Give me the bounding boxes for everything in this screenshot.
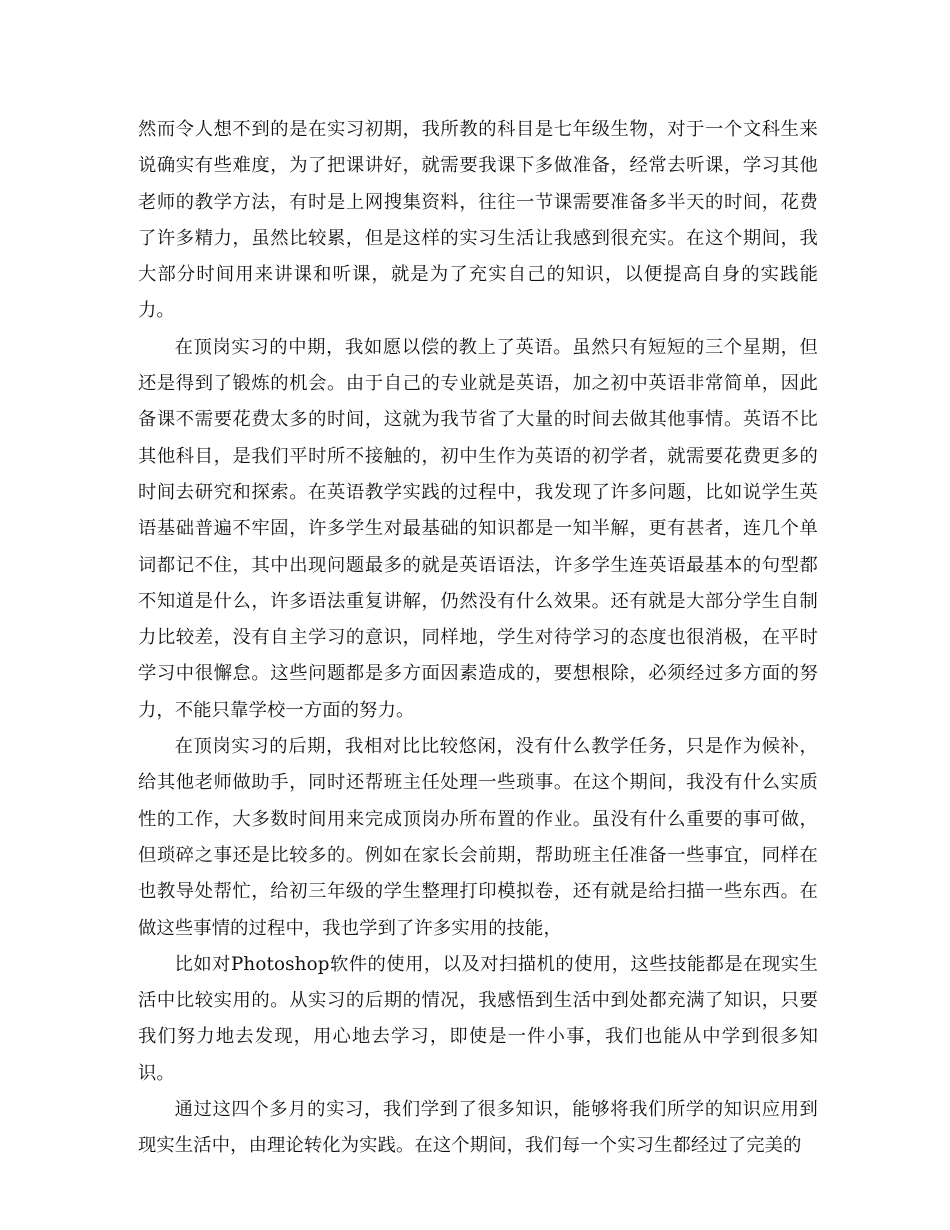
paragraph-1: 然而令人想不到的是在实习初期，我所教的科目是七年级生物，对于一个文科生来说确实有些难度，为了把课讲好，就需要我课下多做准备，经常去听课，学习其他老师的教学方法，有时是上网搜集资料，往往一节课需要准备多半天的时间，花费了许多精力，虽然比较累，但是这样的实习生活让我感到很充实。在这个期间，我大部分时间用来讲课和听课，就是为了充实自己的知识，以便提高自身的实践能力。 <box>138 119 818 322</box>
paragraph-4: 比如对Photoshop软件的使用，以及对扫描机的使用，这些技能都是在现实生活中比较实用的。从实习的后期的情况，我感悟到生活中到处都充满了知识，只要我们努力地去发现，用心地去学习，即使是一件小事，我们也能从中学到很多知识。 <box>138 953 818 1084</box>
paragraph-2: 在顶岗实习的中期，我如愿以偿的教上了英语。虽然只有短短的三个星期，但还是得到了锻炼的机会。由于自己的专业就是英语，加之初中英语非常简单，因此备课不需要花费太多的时间，这就为我节省了大量的时间去做其他事情。英语不比其他科目，是我们平时所不接触的，初中生作为英语的初学者，就需要花费更多的时间去研究和探索。在英语教学实践的过程中，我发现了许多问题，比如说学生英语基础普遍不牢固，许多学生对最基础的知识都是一知半解，更有甚者，连几个单词都记不住，其中出现问题最多的就是英语语法，许多学生连英语最基本的句型都不知道是什么，许多语法重复讲解，仍然没有什么效果。还有就是大部分学生自制力比较差，没有自主学习的意识，同样地，学生对待学习的态度也很消极，在平时学习中很懈怠。这些问题都是多方面因素造成的，要想根除，必须经过多方面的努力，不能只靠学校一方面的努力。 <box>138 336 818 721</box>
paragraph-3: 在顶岗实习的后期，我相对比比较悠闲，没有什么教学任务，只是作为候补，给其他老师做助手，同时还帮班主任处理一些琐事。在这个期间，我没有什么实质性的工作，大多数时间用来完成顶岗办所布置的作业。虽没有什么重要的事可做，但琐碎之事还是比较多的。例如在家长会前期，帮助班主任准备一些事宜，同样在也教导处帮忙，给初三年级的学生整理打印模拟卷，还有就是给扫描一些东西。在做这些事情的过程中，我也学到了许多实用的技能， <box>138 736 818 939</box>
paragraph-5: 通过这四个多月的实习，我们学到了很多知识，能够将我们所学的知识应用到现实生活中，由理论转化为实践。在这个期间，我们每一个实习生都经过了完美的 <box>138 1099 818 1157</box>
document-page <box>138 112 818 1165</box>
